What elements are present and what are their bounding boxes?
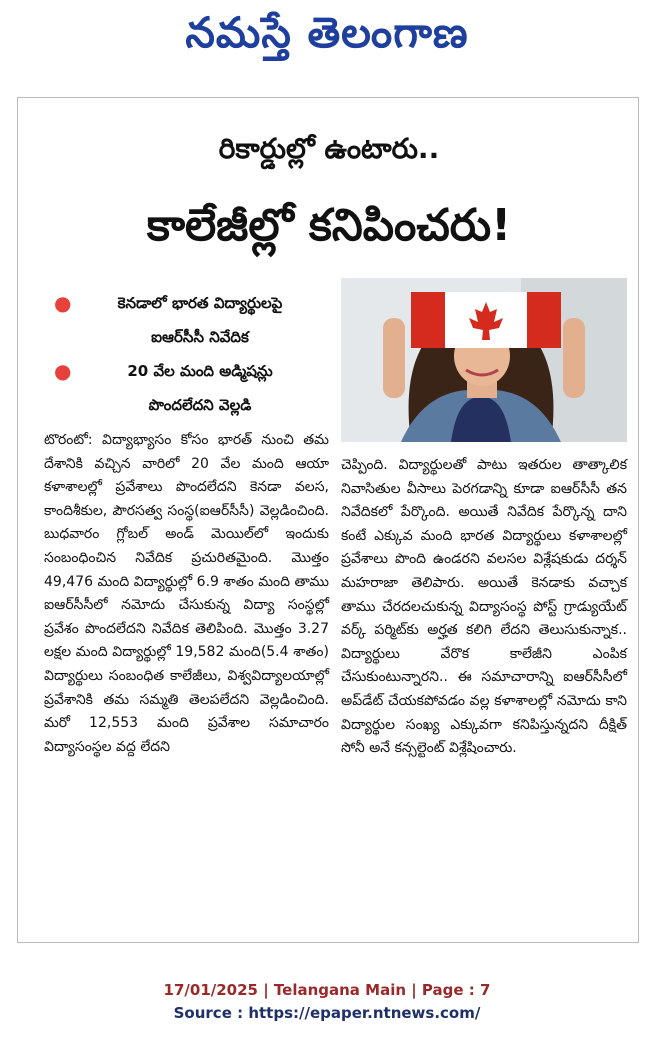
article-kicker: రికార్డుల్లో ఉంటారు.. bbox=[218, 132, 440, 165]
masthead-logo: నమస్తే తెలంగాణ bbox=[185, 8, 469, 57]
bullet-line: 20 వేల మంది అడ్మిషన్లు bbox=[127, 362, 273, 380]
article-body-left: టొరంటో: విద్యాభ్యాసం కోసం భారత్‌ నుంచి తమ దేశానికి వచ్చిన వారిలో 20 వేల మంది ఆయా కళాశాలల్లో ప్రవేశాలు పొందలేదని కెనడా వలస, కాందిశీకుల, పౌరసత్వ సంస్థ(ఐఆర్‌సీసీ) వెల్లడించింది. బుధవారం గ్లోబల్‌ అండ్‌ మెయిల్‌లో ఇందుకు సంబంధించిన నివేదిక ప్రచురితమైంది. మొత్తం 49,476 మంది విద్యార్థుల్లో 6.9 శాతం మంది తాము ఐఆర్‌సీసీలో నమోదు చేసుకున్న విద్యా సంస్థల్లో ప్రవేశం పొందలేదని నివేదిక తెలిపింది. మొత్తం 3.27 లక్షల మంది విద్యార్థుల్లో 19,582 మంది(5.4 శాతం) విద్యార్థులు సంబంధిత కాలేజీలు, విశ్వవిద్యాలయాల్లో ప్రవేశానికి తమ సమ్మతి తెలపలేదని వెల్లడించింది. మరో 12,553 మంది ప్రవేశాల సమాచారం విద్యాసంస్థల వద్ద లేదని bbox=[44, 432, 329, 755]
bullet-dot-icon: ● bbox=[54, 291, 72, 315]
bullet-item bbox=[54, 286, 340, 354]
article-photo bbox=[341, 278, 627, 442]
bullet-dot-icon: ● bbox=[54, 359, 72, 383]
article-headline: కాలేజీల్లో కనిపించరు! bbox=[146, 200, 512, 251]
bullet-line: కెనడాలో భారత విద్యార్థులపై bbox=[117, 294, 283, 312]
footer-date-page: 17/01/2025 | Telangana Main | Page : 7 bbox=[163, 981, 491, 999]
canada-flag-icon bbox=[411, 292, 561, 348]
bullet-line: పొందలేదని వెల్లడి bbox=[148, 396, 252, 414]
photo-illustration bbox=[341, 278, 627, 442]
footer-source-link[interactable]: Source : https://epaper.ntnews.com/ bbox=[173, 1004, 481, 1022]
highlight-bullets bbox=[54, 286, 340, 422]
bullet-line: ఐఆర్‌సీసీ నివేదిక bbox=[151, 328, 249, 346]
news-clipping bbox=[17, 97, 639, 943]
article-body-right: చెప్పింది. విద్యార్థులతో పాటు ఇతరుల తాత్కాలిక నివాసితుల వీసాలు పెరగడాన్ని కూడా ఐఆర్‌సీసీ తన నివేదికలో పేర్కొంది. అయితే నివేదిక పేర్కొన్న దాని కంటే ఎక్కువ మంది భారత విద్యార్థులు కళాశాలల్లో ప్రవేశాలు పొంది ఉండరని వలసల విశ్లేషకుడు దర్శన్‌ మహరాజా తెలిపారు. అయితే కెనడాకు వచ్చాక తాము చేరదలచుకున్న విద్యాసంస్థ పోస్ట్‌ గ్రాడ్యుయేట్‌ వర్క్‌ పర్మిట్‌కు అర్హత కలిగి లేదని తెలుసుకున్నాక.. విద్యార్థులు వేరొక కాలేజీని ఎంపిక చేసుకుంటున్నారని.. ఈ సమాచారాన్ని ఐఆర్‌సీసీలో అప్‌డేట్‌ చేయకపోవడం వల్ల కళాశాలల్లో నమోదు కాని విద్యార్థుల సంఖ్య ఎక్కువగా కనిపిస్తున్నదని దీక్షిత్‌ సోనీ అనే కన్సల్టెంట్‌ విశ్లేషించారు. bbox=[341, 457, 627, 757]
bullet-item bbox=[54, 354, 340, 422]
